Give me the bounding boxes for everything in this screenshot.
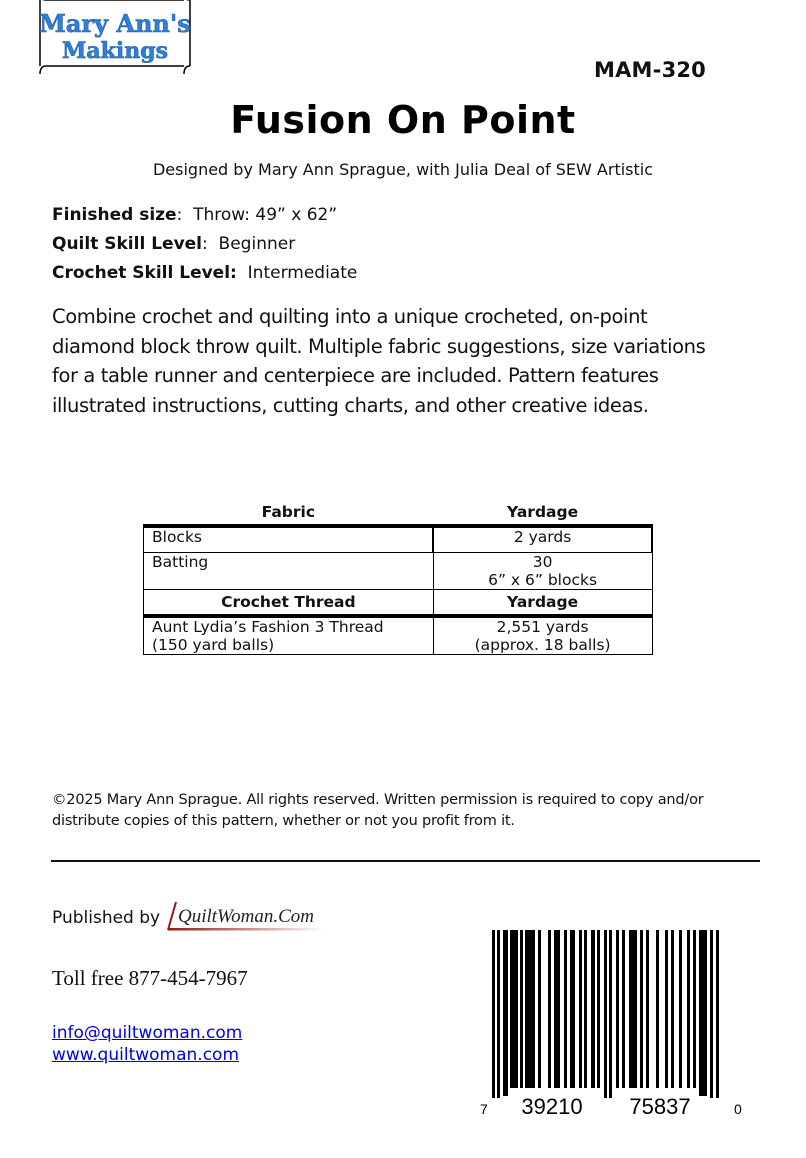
table-header-row bbox=[144, 590, 653, 617]
pattern-title: Fusion On Point bbox=[230, 98, 576, 142]
svg-text:0: 0 bbox=[734, 1101, 742, 1117]
spec-finished-size: Finished size: Throw: 49” x 62” bbox=[52, 205, 338, 225]
svg-text:39210: 39210 bbox=[521, 1094, 583, 1119]
svg-text:75837: 75837 bbox=[629, 1094, 691, 1119]
table-row bbox=[144, 616, 653, 655]
column-header: Yardage bbox=[433, 500, 652, 526]
svg-text:7: 7 bbox=[480, 1101, 488, 1117]
copyright-notice: ©2025 Mary Ann Sprague. All rights reserved. Written permission is required to copy and/or distribute copies of this pattern, whether or not you profit from it. bbox=[52, 792, 704, 829]
contact-links bbox=[52, 1022, 242, 1066]
table-cell: Batting bbox=[144, 553, 434, 590]
pattern-description: Combine crochet and quilting into a unique crocheted, on-point diamond block throw quilt. Multiple fabric suggestions, size variations for a table runner and centerpiece are included. Pattern features illustrated instructions, cutting charts, and other creative ideas. bbox=[52, 305, 706, 417]
materials-table bbox=[143, 500, 653, 655]
published-by-label: Published by bbox=[52, 908, 161, 928]
table-cell: 30 6” x 6” blocks bbox=[433, 553, 652, 590]
table-cell: 2 yards bbox=[433, 526, 652, 553]
toll-free-phone: Toll free 877-454-7967 bbox=[52, 966, 248, 990]
svg-text:Mary Ann's: Mary Ann's bbox=[39, 9, 191, 38]
table-row bbox=[144, 553, 653, 590]
column-header: Crochet Thread bbox=[144, 590, 434, 617]
spec-crochet-skill: Crochet Skill Level: Intermediate bbox=[52, 263, 358, 283]
table-header-row bbox=[144, 500, 653, 526]
designer-byline: Designed by Mary Ann Sprague, with Julia Deal of SEW Artistic bbox=[152, 160, 654, 179]
upc-barcode bbox=[478, 928, 748, 1128]
quiltwoman-logo bbox=[164, 896, 324, 932]
table-row bbox=[144, 526, 653, 553]
column-header: Yardage bbox=[433, 590, 652, 617]
section-divider bbox=[51, 860, 760, 862]
column-header: Fabric bbox=[144, 500, 434, 526]
table-cell: Blocks bbox=[144, 526, 434, 553]
pattern-sku: MAM-320 bbox=[594, 58, 706, 82]
email-link[interactable]: info@quiltwoman.com bbox=[52, 1023, 243, 1043]
table-cell: 2,551 yards (approx. 18 balls) bbox=[433, 616, 652, 655]
pattern-specs bbox=[52, 201, 357, 288]
svg-text:Makings: Makings bbox=[62, 38, 168, 64]
website-link[interactable]: www.quiltwoman.com bbox=[52, 1045, 239, 1065]
spec-quilt-skill: Quilt Skill Level: Beginner bbox=[52, 234, 296, 254]
svg-text:QuiltWoman.Com: QuiltWoman.Com bbox=[178, 906, 315, 927]
published-by bbox=[52, 896, 324, 932]
table-cell: Aunt Lydia’s Fashion 3 Thread (150 yard balls) bbox=[144, 616, 434, 655]
mary-anns-makings-logo bbox=[36, 0, 194, 74]
